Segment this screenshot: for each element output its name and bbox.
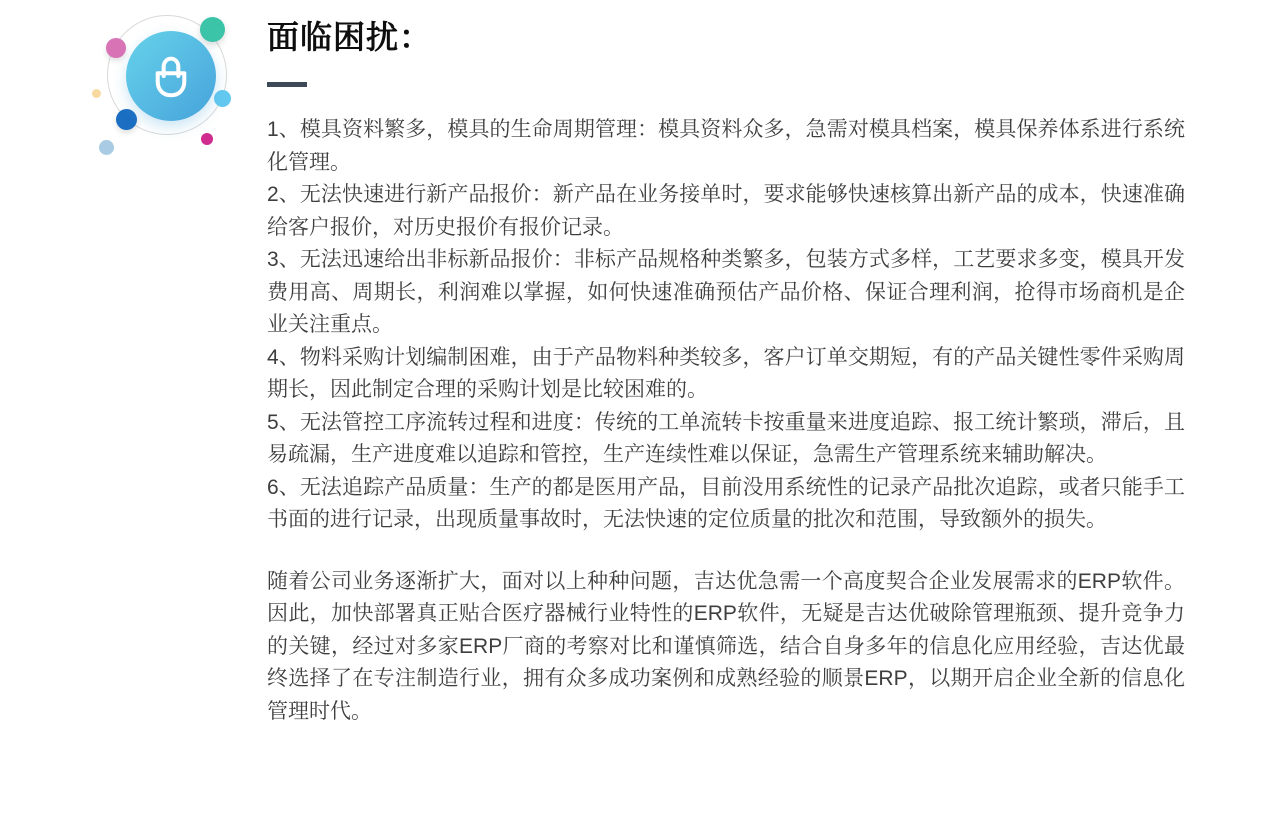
issue-item-3: 3、无法迅速给出非标新品报价：非标产品规格种类繁多，包装方式多样，工艺要求多变，模具开发费用高、周期长，利润难以掌握，如何快速准确预估产品价格、保证合理利润，抢得市场商机是企业关注重点。 (267, 248, 1185, 336)
decorative-lock-graphic (0, 0, 270, 190)
lock-icon-circle (126, 31, 216, 121)
decorative-dot-teal (200, 17, 225, 42)
decorative-dot-cream (92, 89, 101, 98)
article-section (267, 16, 1185, 728)
issue-item-2: 2、无法快速进行新产品报价：新产品在业务接单时，要求能够快速核算出新产品的成本，快速准确给客户报价，对历史报价有报价记录。 (267, 183, 1185, 239)
lock-icon (149, 51, 193, 101)
decorative-dot-sky (214, 90, 231, 107)
issue-item-4: 4、物料采购计划编制困难，由于产品物料种类较多，客户订单交期短，有的产品关键性零件采购周期长，因此制定合理的采购计划是比较困难的。 (267, 345, 1185, 401)
decorative-dot-pale-blue (99, 140, 114, 155)
decorative-dot-pink (106, 38, 126, 58)
issue-item-1: 1、模具资料繁多，模具的生命周期管理：模具资料众多，急需对模具档案，模具保养体系进行系统化管理。 (267, 118, 1185, 174)
decorative-dot-blue (116, 109, 137, 130)
issue-item-6: 6、无法追踪产品质量：生产的都是医用产品，目前没用系统性的记录产品批次追踪，或者只能手工书面的进行记录，出现质量事故时，无法快速的定位质量的批次和范围，导致额外的损失。 (267, 475, 1185, 531)
issues-list (267, 114, 1185, 728)
decorative-dot-magenta (201, 133, 213, 145)
issue-item-5: 5、无法管控工序流转过程和进度：传统的工单流转卡按重量来进度追踪、报工统计繁琐，滞后，且易疏漏，生产进度难以追踪和管控，生产连续性难以保证，急需生产管理系统来辅助解决。 (267, 410, 1185, 466)
closing-paragraph: 随着公司业务逐渐扩大，面对以上种种问题，吉达优急需一个高度契合企业发展需求的ERP软件。因此，加快部署真正贴合医疗器械行业特性的ERP软件，无疑是吉达优破除管理瓶颈、提升竞争力的关键，经过对多家ERP厂商的考察对比和谨慎筛选，结合自身多年的信息化应用经验，吉达优最终选择了在专注制造行业，拥有众多成功案例和成熟经验的顺景ERP，以期开启企业全新的信息化管理时代。 (267, 569, 1185, 723)
title-underline (267, 82, 307, 87)
section-title: 面临困扰： (267, 19, 433, 55)
